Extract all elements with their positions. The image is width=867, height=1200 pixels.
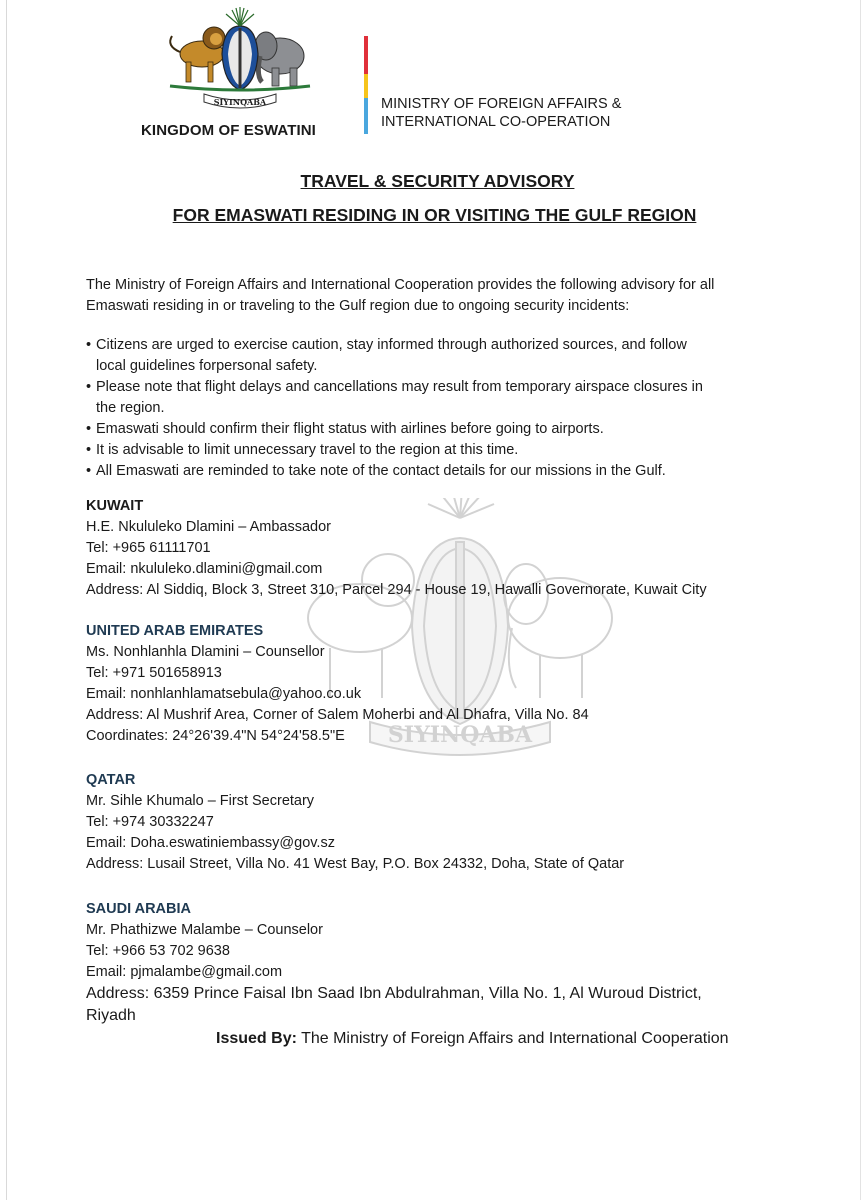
intro-line-1: The Ministry of Foreign Affairs and International Cooperation provides the following advisory for all [86, 277, 715, 293]
mission-heading: QATAR [86, 772, 136, 788]
kingdom-name: KINGDOM OF ESWATINI [141, 122, 316, 139]
lion-icon [170, 27, 225, 82]
ministry-name [381, 95, 621, 131]
shield-icon [222, 26, 258, 90]
mission-kuwait [86, 496, 707, 601]
mission-address-line-2: Riyadh [86, 1007, 136, 1024]
mission-qatar [86, 770, 624, 875]
mission-tel: Tel: +965 61111701 [86, 540, 211, 556]
advisory-title: TRAVEL & SECURITY ADVISORY [300, 171, 575, 191]
eswatini-coat-of-arms [160, 6, 320, 114]
mission-person: Mr. Phathizwe Malambe – Counselor [86, 922, 323, 938]
bullet-dot-icon: • [86, 421, 92, 437]
divider-yellow [364, 74, 368, 98]
mission-tel: Tel: +974 30332247 [86, 814, 214, 830]
mission-email: Email: nkululeko.dlamini@gmail.com [86, 561, 323, 577]
mission-person: H.E. Nkululeko Dlamini – Ambassador [86, 519, 331, 535]
mission-email: Email: Doha.eswatiniembassy@gov.sz [86, 835, 335, 851]
intro-line-2: Emaswati residing in or traveling to the Gulf region due to ongoing security incidents: [86, 298, 630, 314]
mission-saudi-arabia [86, 899, 786, 1027]
mission-heading: SAUDI ARABIA [86, 901, 191, 917]
bullet-dot-icon: • [86, 379, 92, 395]
mission-uae [86, 621, 589, 747]
watermark-motto: SIYINQABA [387, 722, 533, 748]
bullet-item: • Citizens are urged to exercise caution, stay informed through authorized sources, and follow local guidelines forpersonal safety. [86, 337, 687, 374]
mission-address: Address: Al Mushrif Area, Corner of Salem Moherbi and Al Dhafra, Villa No. 84 [86, 707, 589, 723]
issued-by-label: Issued By: [216, 1030, 297, 1047]
mission-email: Email: nonhlanhlamatsebula@yahoo.co.uk [86, 686, 362, 702]
bullet-item: • All Emaswati are reminded to take note of the contact details for our missions in the Gulf. [86, 461, 786, 482]
advisory-subtitle: FOR EMASWATI RESIDING IN OR VISITING THE GULF REGION [172, 205, 697, 225]
mission-tel: Tel: +971 501658913 [86, 665, 222, 681]
crest-motto: SIYINQABA [213, 97, 267, 107]
issued-by [216, 1030, 729, 1048]
intro-paragraph [86, 275, 786, 317]
bullet-item: • It is advisable to limit unnecessary travel to the region at this time. [86, 440, 786, 461]
bullet-item: • Please note that flight delays and cancellations may result from temporary airspace closures in the region. [86, 379, 703, 416]
ministry-line-1: MINISTRY OF FOREIGN AFFAIRS & [381, 96, 622, 112]
bullet-item: • Emaswati should confirm their flight status with airlines before going to airports. [86, 419, 786, 440]
mission-address [86, 983, 786, 1027]
elephant-icon [255, 32, 304, 86]
ministry-line-2: INTERNATIONAL CO-OPERATION [381, 114, 611, 130]
mission-address-line-1: Address: 6359 Prince Faisal Ibn Saad Ibn Abdulrahman, Villa No. 1, Al Wuroud District, [86, 985, 702, 1002]
mission-person: Mr. Sihle Khumalo – First Secretary [86, 793, 315, 809]
divider-blue [364, 98, 368, 134]
mission-address: Address: Al Siddiq, Block 3, Street 310, Parcel 294 - House 19, Hawalli Governorate, Kuwait City [86, 582, 707, 598]
feather-headdress-icon [226, 7, 254, 26]
advisory-bullet-list [86, 335, 786, 482]
mission-tel: Tel: +966 53 702 9638 [86, 943, 230, 959]
mission-coordinates: Coordinates: 24°26'39.4"N 54°24'58.5"E [86, 728, 345, 744]
mission-heading: KUWAIT [86, 498, 144, 514]
issued-by-text: The Ministry of Foreign Affairs and International Cooperation [296, 1030, 729, 1047]
mission-heading: UNITED ARAB EMIRATES [86, 623, 264, 639]
bullet-dot-icon: • [86, 442, 92, 458]
bullet-dot-icon: • [86, 337, 92, 353]
mission-address: Address: Lusail Street, Villa No. 41 West Bay, P.O. Box 24332, Doha, State of Qatar [86, 856, 625, 872]
mission-email: Email: pjmalambe@gmail.com [86, 964, 283, 980]
mission-person: Ms. Nonhlanhla Dlamini – Counsellor [86, 644, 325, 660]
bullet-dot-icon: • [86, 463, 92, 479]
divider-red [364, 36, 368, 74]
